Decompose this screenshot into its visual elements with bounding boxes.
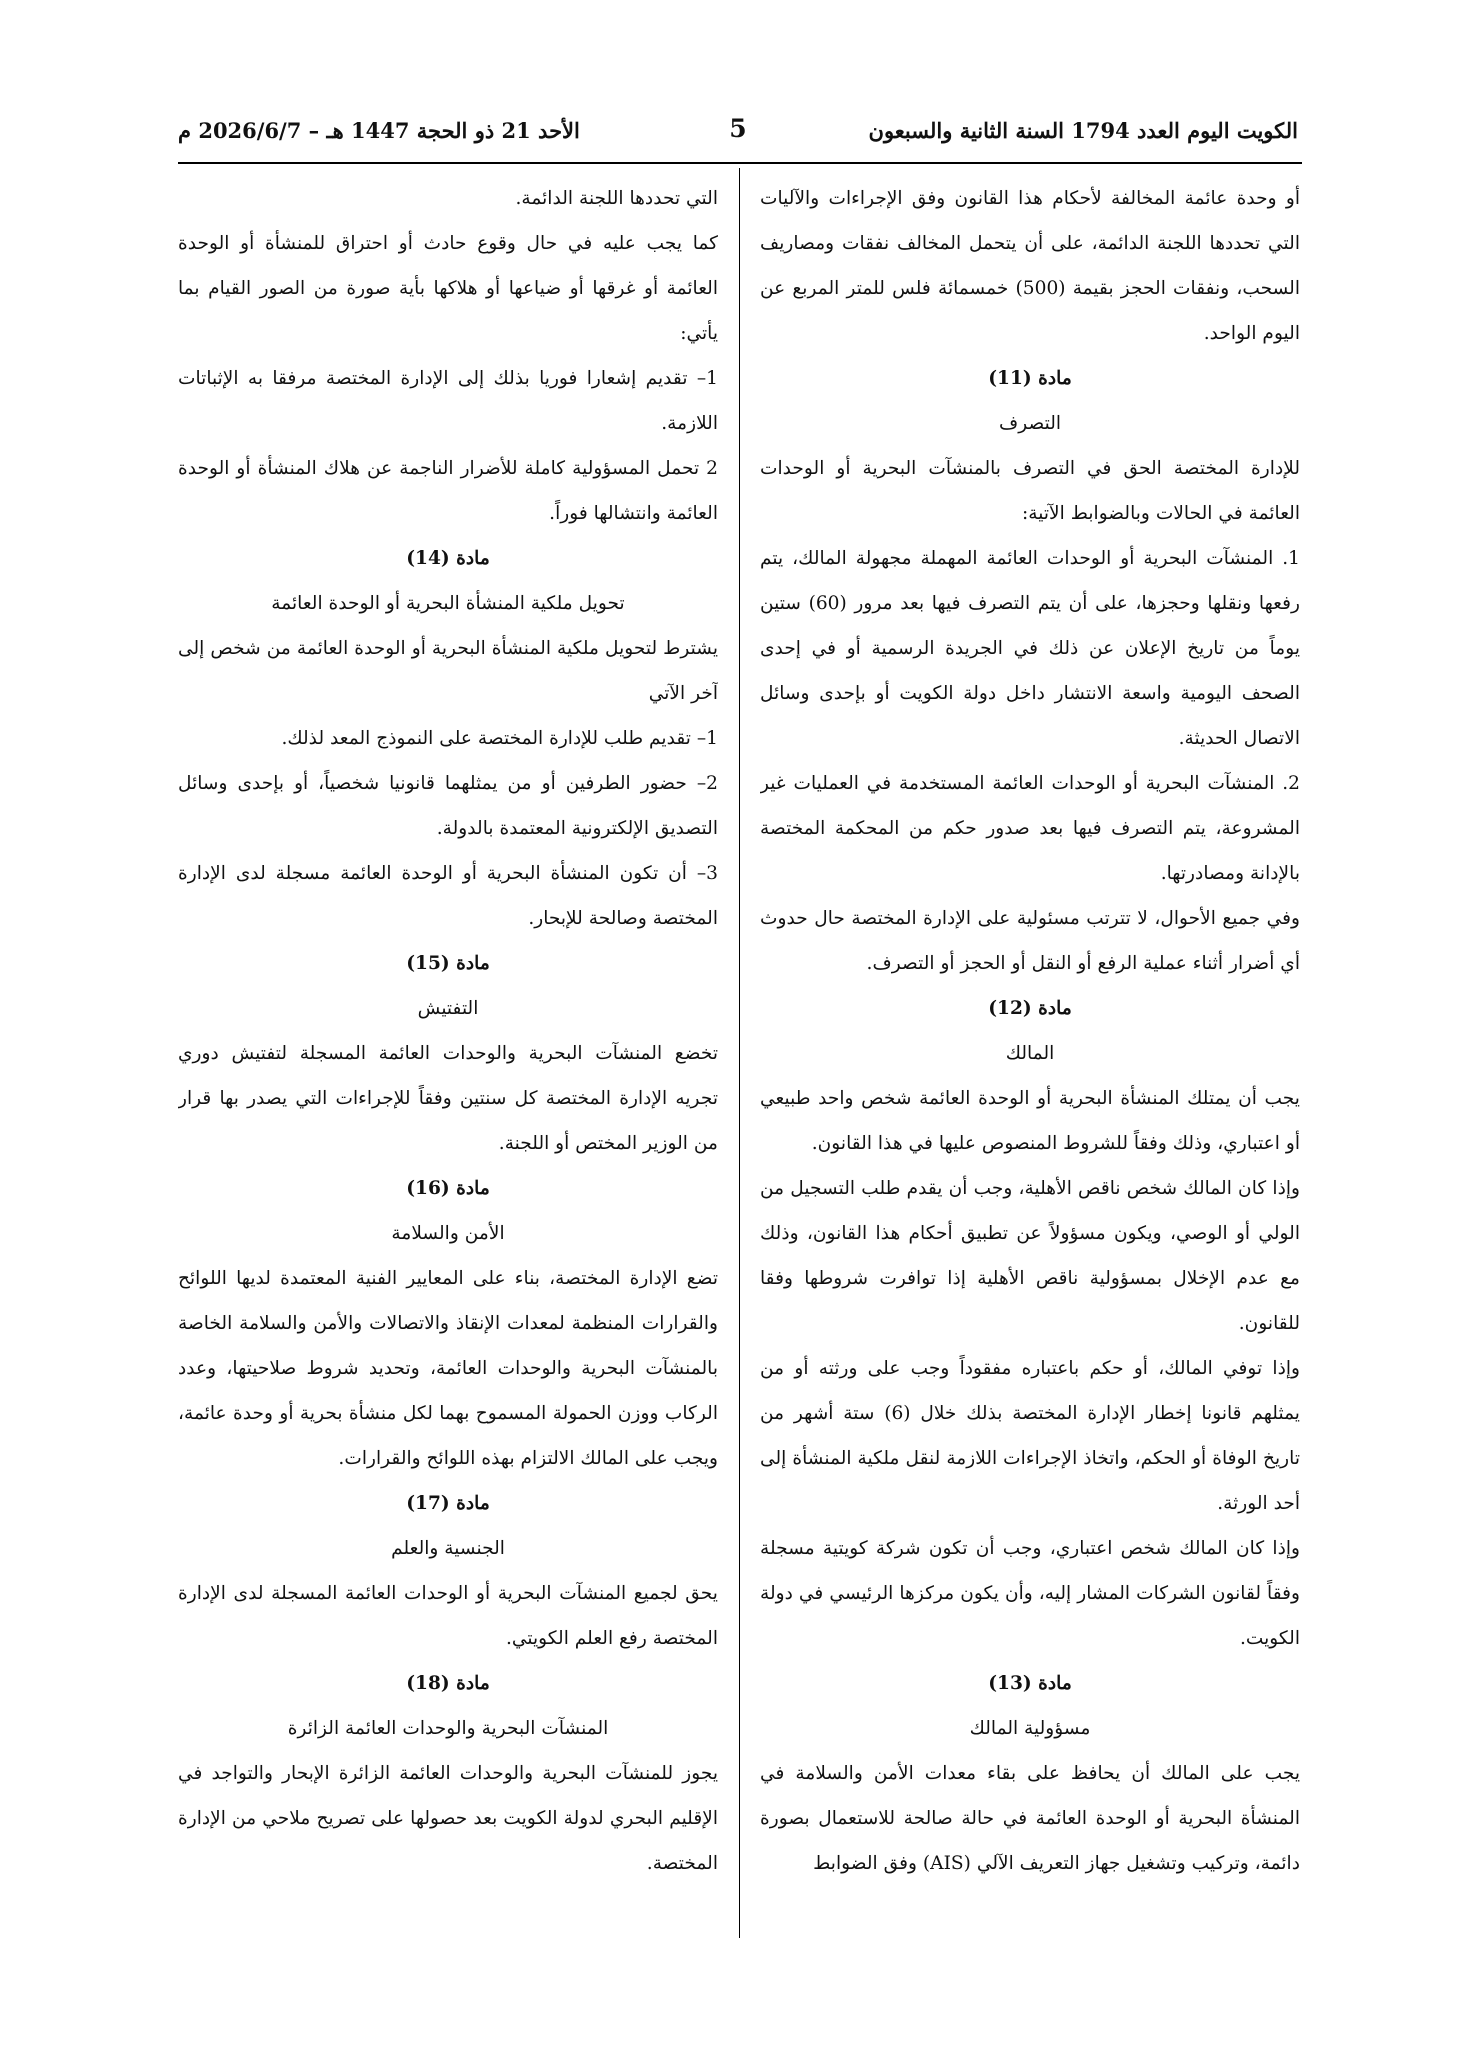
paragraph: تخضع المنشآت البحرية والوحدات العائمة المسجلة لتفتيش دوري تجريه الإدارة المختصة كل سنتين وفقاً للإجراءات التي يصدر بها قرار من الوزير المختص أو اللجنة. xyxy=(178,1043,718,1154)
paragraph: يجب على المالك أن يحافظ على بقاء معدات الأمن والسلامة في المنشأة البحرية أو الوحدة العائمة في حالة صالحة للاستعمال بصورة دائمة، وتركيب وتشغيل جهاز التعريف الآلي (AIS) وفق الضوابط xyxy=(760,1763,1300,1874)
paragraph: يشترط لتحويل ملكية المنشأة البحرية أو الوحدة العائمة من شخص إلى آخر الآتي xyxy=(178,638,718,704)
paragraph: وإذا توفي المالك، أو حكم باعتباره مفقوداً وجب على ورثته أو من يمثلهم قانونا إخطار الإدارة المختصة بذلك خلال (6) ستة أشهر من تاريخ الوفاة أو الحكم، واتخاذ الإجراءات اللازمة لنقل ملكية المنشأة إلى أحد الورثة. xyxy=(760,1358,1300,1514)
page-number: 5 xyxy=(729,114,747,143)
paragraph: وإذا كان المالك شخص ناقص الأهلية، وجب أن يقدم طلب التسجيل من الولي أو الوصي، ويكون مسؤولاً عن تطبيق أحكام هذا القانون، وذلك مع عدم الإخلال بمسؤولية ناقص الأهلية إذا توافرت شروطها وفقا للقانون. xyxy=(760,1178,1300,1334)
paragraph: التي تحددها اللجنة الدائمة. xyxy=(515,188,718,209)
article-number: مادة (12) xyxy=(988,998,1072,1019)
header-rule xyxy=(178,162,1302,164)
article-number: مادة (16) xyxy=(406,1178,490,1199)
paragraph: 2 تحمل المسؤولية كاملة للأضرار الناجمة عن هلاك المنشأة أو الوحدة العائمة وانتشالها فوراً. xyxy=(178,458,718,524)
article-title: التفتيش xyxy=(417,998,479,1019)
issue-info: الكويت اليوم العدد 1794 السنة الثانية والسبعون xyxy=(868,118,1298,143)
article-title: تحويل ملكية المنشأة البحرية أو الوحدة العائمة xyxy=(271,593,625,614)
article-title: الأمن والسلامة xyxy=(391,1223,505,1244)
paragraph: 2. المنشآت البحرية أو الوحدات العائمة المستخدمة في العمليات غير المشروعة، يتم التصرف فيها بعد صدور حكم من المحكمة المختصة بالإدانة ومصادرتها. xyxy=(760,773,1300,884)
paragraph: 3– أن تكون المنشأة البحرية أو الوحدة العائمة مسجلة لدى الإدارة المختصة وصالحة للإبحار. xyxy=(178,863,718,929)
paragraph: وإذا كان المالك شخص اعتباري، وجب أن تكون شركة كويتية مسجلة وفقاً لقانون الشركات المشار إليه، وأن يكون مركزها الرئيسي في دولة الكويت. xyxy=(760,1538,1300,1649)
paragraph: 1– تقديم إشعارا فوريا بذلك إلى الإدارة المختصة مرفقا به الإثباتات اللازمة. xyxy=(178,368,718,434)
paragraph: يجوز للمنشآت البحرية والوحدات العائمة الزائرة الإبحار والتواجد في الإقليم البحري لدولة الكويت بعد حصولها على تصريح ملاحي من الإدارة المختصة. xyxy=(178,1763,718,1874)
paragraph: يجب أن يمتلك المنشأة البحرية أو الوحدة العائمة شخص واحد طبيعي أو اعتباري، وذلك وفقاً للشروط المنصوص عليها في هذا القانون. xyxy=(760,1088,1300,1154)
paragraph: 2– حضور الطرفين أو من يمثلهما قانونيا شخصياً، أو بإحدى وسائل التصديق الإلكترونية المعتمدة بالدولة. xyxy=(178,773,718,839)
article-title: مسؤولية المالك xyxy=(969,1718,1091,1739)
article-title: التصرف xyxy=(998,413,1062,434)
paragraph: للإدارة المختصة الحق في التصرف بالمنشآت البحرية أو الوحدات العائمة في الحالات وبالضوابط الآتية: xyxy=(760,458,1300,524)
article-number: مادة (14) xyxy=(406,548,490,569)
paragraph: وفي جميع الأحوال، لا تترتب مسئولية على الإدارة المختصة حال حدوث أي أضرار أثناء عملية الرفع أو النقل أو الحجز أو التصرف. xyxy=(760,908,1300,974)
column-divider xyxy=(739,168,740,1938)
article-title: المنشآت البحرية والوحدات العائمة الزائرة xyxy=(287,1718,609,1739)
paragraph: تضع الإدارة المختصة، بناء على المعايير الفنية المعتمدة لديها اللوائح والقرارات المنظمة لمعدات الإنقاذ والاتصالات والأمن والسلامة الخاصة بالمنشآت البحرية والوحدات العائمة، وتحديد شروط صلاحيتها، وعدد الركاب ووزن الحمولة المسموح بهما لكل منشأة بحرية أو وحدة عائمة، ويجب على المالك الالتزام بهذه اللوائح والقرارات. xyxy=(178,1268,718,1469)
article-number: مادة (18) xyxy=(406,1673,490,1694)
paragraph: يحق لجميع المنشآت البحرية أو الوحدات العائمة المسجلة لدى الإدارة المختصة رفع العلم الكويتي. xyxy=(178,1583,718,1649)
left-column xyxy=(178,176,718,1946)
page-header xyxy=(178,114,1298,158)
issue-date: الأحد 21 ذو الحجة 1447 هـ – 2026/6/7 م xyxy=(178,118,580,143)
article-number: مادة (13) xyxy=(988,1673,1072,1694)
article-title: الجنسية والعلم xyxy=(391,1538,505,1559)
paragraph: أو وحدة عائمة المخالفة لأحكام هذا القانون وفق الإجراءات والآليات التي تحددها اللجنة الدائمة، على أن يتحمل المخالف نفقات ومصاريف السحب، ونفقات الحجز بقيمة (500) خمسمائة فلس للمتر المربع عن اليوم الواحد. xyxy=(760,188,1300,344)
paragraph: 1. المنشآت البحرية أو الوحدات العائمة المهملة مجهولة المالك، يتم رفعها ونقلها وحجزها، على أن يتم التصرف فيها بعد مرور (60) ستين يوماً من تاريخ الإعلان عن ذلك في الجريدة الرسمية أو في إحدى الصحف اليومية واسعة الانتشار داخل دولة الكويت أو بإحدى وسائل الاتصال الحديثة. xyxy=(760,548,1300,749)
article-number: مادة (11) xyxy=(988,368,1072,389)
paragraph: 1– تقديم طلب للإدارة المختصة على النموذج المعد لذلك. xyxy=(281,728,718,749)
article-title: المالك xyxy=(1005,1043,1055,1064)
article-number: مادة (17) xyxy=(406,1493,490,1514)
right-column xyxy=(760,176,1300,1946)
article-number: مادة (15) xyxy=(406,953,490,974)
paragraph: كما يجب عليه في حال وقوع حادث أو احتراق للمنشأة أو الوحدة العائمة أو غرقها أو ضياعها أو هلاكها بأية صورة من الصور القيام بما يأتي: xyxy=(178,233,718,344)
